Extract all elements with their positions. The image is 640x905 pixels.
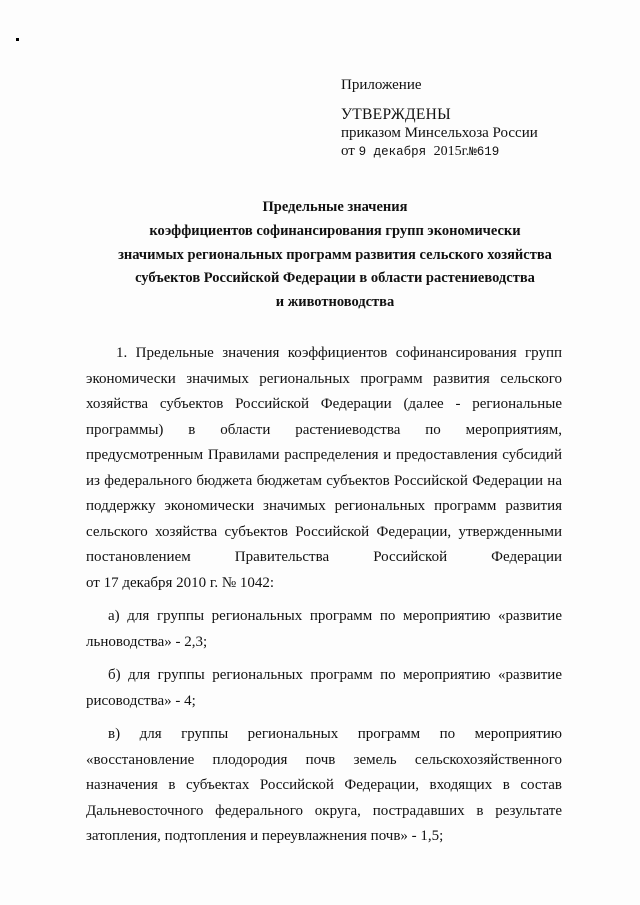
scan-speck xyxy=(16,38,19,41)
item-c: в) для группы региональных программ по мероприятию «восстановление плодородия почв земель сельскохозяйственного назначения в субъектах Российской Федерации, входящих в состав Дальневосточного федерального округа, пострадавших в результате затопления, подтопления и переувлажнения почв» - 1,5; xyxy=(86,726,562,844)
approved-label: УТВЕРЖДЕНЫ xyxy=(341,106,451,123)
document-body xyxy=(86,341,562,850)
date-year: 2015г. xyxy=(433,144,470,159)
date-value: 9 декабря xyxy=(358,145,434,159)
document-heading xyxy=(100,196,570,315)
appendix-block xyxy=(341,76,621,161)
order-number: №619 xyxy=(469,145,500,159)
date-prefix: от xyxy=(341,143,359,159)
appendix-title: Приложение xyxy=(341,77,422,93)
item-a: а) для группы региональных программ по мероприятию «развитие льноводства» - 2,3; xyxy=(86,608,562,650)
heading-line-3: значимых региональных программ развития сельского хозяйства xyxy=(118,246,552,263)
paragraph-1: 1. Предельные значения коэффициентов софинансирования групп экономически значимых региональных программ развития сельского хозяйства субъектов Российской Федерации (далее - региональные программы) в области растениеводства по мероприятиям, предусмотренным Правилами распределения и предоставления субсидий из федерального бюджета бюджетам субъектов Российской Федерации на поддержку экономически значимых региональных программ развития сельского хозяйства субъектов Российской Федерации, утвержденными постановлением Правительства Российской Федерации xyxy=(86,345,562,565)
item-b: б) для группы региональных программ по мероприятию «развитие рисоводства» - 4; xyxy=(86,667,562,709)
heading-line-1: Предельные значения xyxy=(262,199,408,215)
heading-line-5: и животноводства xyxy=(275,294,395,311)
paragraph-1-end: от 17 декабря 2010 г. № 1042: xyxy=(86,574,275,591)
order-date-line xyxy=(341,142,621,161)
order-line: приказом Минсельхоза России xyxy=(341,125,538,141)
heading-line-2: коэффициентов софинансирования групп экономически xyxy=(149,222,521,239)
heading-line-4: субъектов Российской Федерации в области растениеводства xyxy=(135,270,535,287)
